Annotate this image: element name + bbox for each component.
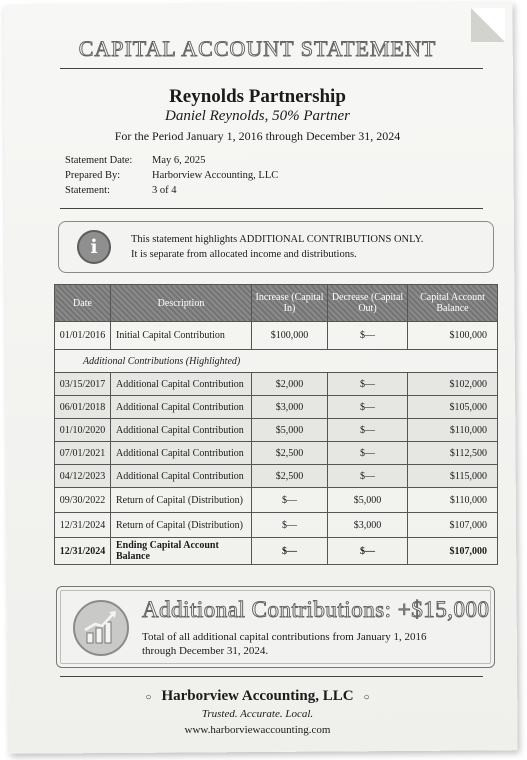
growth-chart-icon (73, 600, 129, 656)
description-cell: Additional Capital Contribution (111, 396, 252, 419)
section-label: Additional Contributions (Highlighted) (55, 350, 498, 373)
date-cell: 06/01/2018 (55, 396, 111, 419)
balance-cell: $107,000 (408, 538, 498, 565)
decrease-cell: $— (328, 465, 408, 488)
decrease-cell: $5,000 (328, 488, 408, 513)
increase-cell: $2,500 (252, 442, 328, 465)
meta-key: Statement Date: (65, 155, 133, 166)
partner-name: Daniel Reynolds, 50% Partner (165, 108, 350, 124)
column-header: Date (55, 285, 111, 322)
meta-row (65, 170, 278, 185)
title-divider (60, 68, 483, 69)
notice-box (58, 221, 494, 273)
highlighted-row (55, 419, 498, 442)
table-row (55, 488, 498, 513)
date-cell: 03/15/2017 (55, 373, 111, 396)
balance-cell: $107,000 (408, 513, 498, 538)
document-title: CAPITAL ACCOUNT STATEMENT (78, 36, 437, 61)
ending-balance-row (55, 538, 498, 565)
column-header: Increase (Capital In) (252, 285, 328, 322)
table-row (55, 513, 498, 538)
decrease-cell: $— (328, 442, 408, 465)
notice-text (131, 232, 423, 262)
increase-cell: $— (252, 538, 328, 565)
date-cell: 07/01/2021 (55, 442, 111, 465)
date-cell: 01/10/2020 (55, 419, 111, 442)
bullet-icon: ○ (363, 692, 370, 703)
footer-divider (60, 676, 483, 677)
description-cell: Initial Capital Contribution (111, 322, 252, 350)
description-cell: Additional Capital Contribution (111, 442, 252, 465)
date-cell: 09/30/2022 (55, 488, 111, 513)
table-header-row (55, 285, 498, 322)
meta-value: 3 of 4 (152, 185, 177, 196)
decrease-cell: $— (328, 373, 408, 396)
description-cell: Additional Capital Contribution (111, 465, 252, 488)
meta-value: Harborview Accounting, LLC (152, 170, 279, 181)
capital-ledger-table (54, 284, 498, 565)
increase-cell: $3,000 (252, 396, 328, 419)
highlighted-row (55, 465, 498, 488)
date-cell: 12/31/2024 (55, 513, 111, 538)
increase-cell: $5,000 (252, 419, 328, 442)
footer-url: www.harborviewaccounting.com (184, 724, 331, 736)
bullet-icon: ○ (145, 692, 152, 703)
balance-cell: $105,000 (408, 396, 498, 419)
meta-row (65, 155, 278, 170)
notice-line: This statement highlights ADDITIONAL CONTRIBUTIONS ONLY. (131, 234, 424, 245)
meta-value: May 6, 2025 (152, 155, 206, 166)
decrease-cell: $— (328, 538, 408, 565)
meta-divider (60, 208, 483, 209)
table-row (55, 322, 498, 350)
meta-row (65, 185, 278, 200)
column-header: Capital Account Balance (408, 285, 498, 322)
decrease-cell: $3,000 (328, 513, 408, 538)
description-cell: Return of Capital (Distribution) (111, 513, 252, 538)
description-cell: Return of Capital (Distribution) (111, 488, 252, 513)
increase-cell: $2,000 (252, 373, 328, 396)
date-cell: 04/12/2023 (55, 465, 111, 488)
meta-key: Statement: (65, 185, 110, 196)
description-cell: Additional Capital Contribution (111, 419, 252, 442)
statement-page (10, 8, 505, 748)
description-cell: Additional Capital Contribution (111, 373, 252, 396)
statement-period: For the Period January 1, 2016 through December 31, 2024 (114, 129, 401, 143)
highlighted-row (55, 373, 498, 396)
section-row (55, 350, 498, 373)
summary-title: Additional Contributions: +$15,000 (142, 597, 490, 622)
meta-key: Prepared By: (65, 170, 121, 181)
decrease-cell: $— (328, 419, 408, 442)
increase-cell: $100,000 (252, 322, 328, 350)
balance-cell: $115,000 (408, 465, 498, 488)
description-cell: Ending Capital Account Balance (111, 538, 252, 565)
summary-text: Total of all additional capital contributions from January 1, 2016 through December 31, 2024. (142, 631, 427, 657)
company-name: Reynolds Partnership (169, 86, 346, 107)
statement-meta (65, 155, 278, 200)
footer-company (10, 688, 505, 705)
increase-cell: $— (252, 488, 328, 513)
summary-box (56, 586, 495, 668)
footer-tagline: Trusted. Accurate. Local. (201, 708, 314, 720)
decrease-cell: $— (328, 322, 408, 350)
highlighted-row (55, 442, 498, 465)
notice-line: It is separate from allocated income and distributions. (131, 249, 357, 260)
balance-cell: $110,000 (408, 419, 498, 442)
column-header: Description (111, 285, 252, 322)
info-icon: i (77, 230, 111, 264)
balance-cell: $100,000 (408, 322, 498, 350)
date-cell: 12/31/2024 (55, 538, 111, 565)
balance-cell: $102,000 (408, 373, 498, 396)
column-header: Decrease (Capital Out) (328, 285, 408, 322)
highlighted-row (55, 396, 498, 419)
date-cell: 01/01/2016 (55, 322, 111, 350)
decrease-cell: $— (328, 396, 408, 419)
balance-cell: $112,500 (408, 442, 498, 465)
balance-cell: $110,000 (408, 488, 498, 513)
increase-cell: $2,500 (252, 465, 328, 488)
increase-cell: $— (252, 513, 328, 538)
footer-company-name: Harborview Accounting, LLC (161, 688, 354, 704)
